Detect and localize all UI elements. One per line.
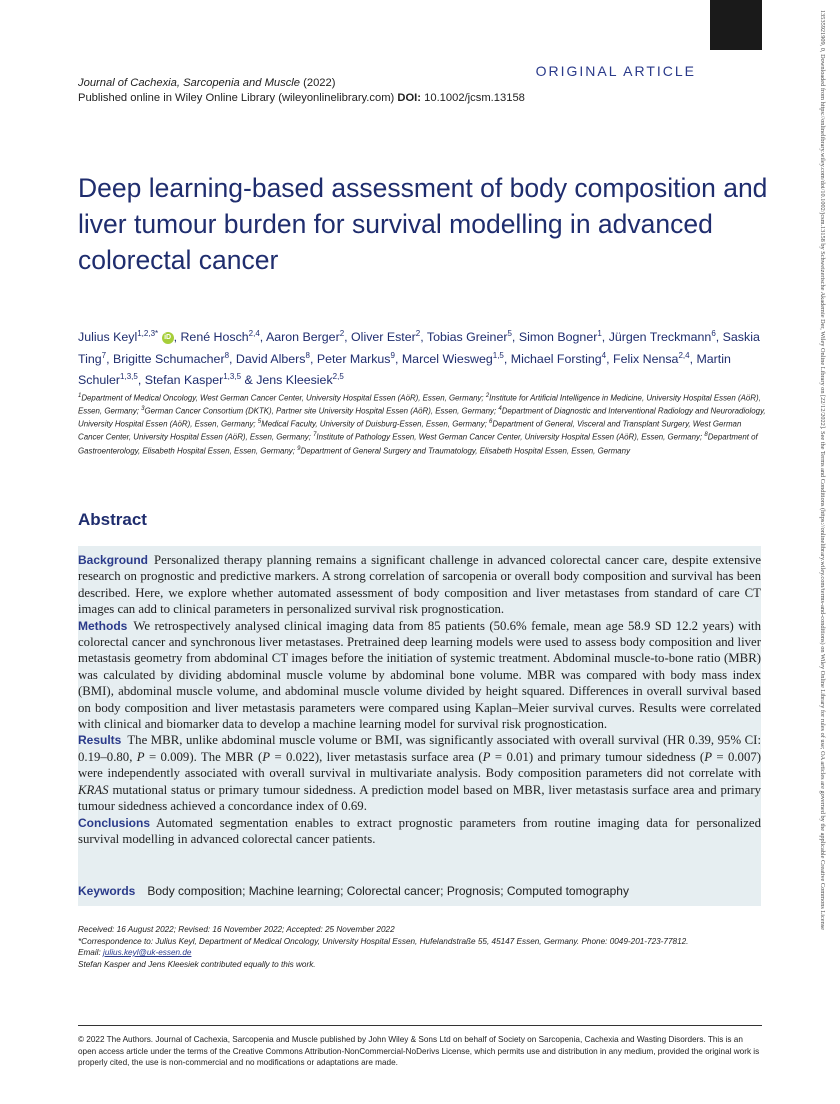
keywords-label: Keywords	[78, 884, 136, 898]
italic-term: P	[136, 749, 145, 764]
footer-divider	[78, 1025, 762, 1026]
correspondence: *Correspondence to: Julius Keyl, Department of Medical Oncology, University Hospital Essen, Hufelandstraße 55, 45147 Essen, Germany. Phone: 0049-201-723-77812.	[78, 936, 689, 946]
copyright-notice: © 2022 The Authors. Journal of Cachexia, Sarcopenia and Muscle published by John Wiley & Sons Ltd on behalf of Society on Sarcopenia, Cachexia and Wasting Disorders. This is an open access article under the terms of the Creative Commons Attribution-NonCommercial-NoDerivs License, which permits use and distribution in any medium, provided the original work is properly cited, the use is non-commercial and no modifications or adaptations are made.	[78, 1035, 760, 1067]
author-name[interactable]: Julius Keyl	[78, 330, 138, 345]
affiliation-text: Department of General, Visceral and Transplant Surgery, West German Cancer Center, University Hospital Essen (AöR), Essen, Germany;	[78, 419, 742, 442]
published-line: Published online in Wiley Online Library (wileyonlinelibrary.com)	[78, 92, 398, 104]
author-affil-sup: 1	[597, 329, 602, 338]
author-affil-sup: 1,2,3*	[137, 329, 159, 338]
author-name[interactable]: Martin Schuler	[78, 351, 731, 388]
section-label: Background	[78, 553, 149, 567]
keywords-list: Body composition; Machine learning; Colorectal cancer; Prognosis; Computed tomography	[147, 884, 629, 898]
keywords	[78, 884, 629, 898]
author-affil-sup: 2,4	[248, 329, 260, 338]
author-name[interactable]: Saskia Ting	[78, 330, 760, 366]
author-affil-sup: 2	[415, 329, 421, 338]
author-name[interactable]: Peter Markus	[316, 351, 391, 366]
affiliation-number: 6	[489, 419, 493, 426]
author-affil-sup: 1,3,5	[223, 372, 242, 382]
affiliation-number: 3	[141, 406, 145, 413]
affiliation-text: Institute of Pathology Essen, West German Cancer Center, University Hospital Essen (AöR), Essen, Germany;	[316, 433, 705, 442]
author-name[interactable]: Brigitte Schumacher	[113, 351, 225, 366]
footnotes	[78, 924, 762, 970]
article-type: ORIGINAL ARTICLE	[535, 63, 696, 79]
author-name[interactable]: Simon Bogner	[518, 330, 598, 345]
author-name[interactable]: Marcel Wiesweg	[401, 351, 493, 366]
journal-year: (2022)	[300, 77, 336, 89]
affiliation-text: German Cancer Consortium (DKTK), Partner site University Hospital Essen (AöR), Essen, Germany;	[144, 406, 499, 416]
doi[interactable]: 10.1002/jcsm.13158	[421, 92, 525, 104]
affiliation-text: Department of Diagnostic and Interventional Radiology and Neuroradiology, University Hospital Essen (AöR), Essen, Germany;	[78, 406, 766, 429]
abstract-section-background: Background Personalized therapy planning remains a significant challenge in advanced colorectal cancer care, despite extensive research on prognostic and predictive markers. A strong correlation of sarcopenia or overall body composition and survival has been described. Here, we explore whether automated assessment of body composition and liver metastases from standard of care CT images can add to clinical parameters in personalized survival risk prognostication.	[78, 553, 761, 617]
affiliation-text: Department of Gastroenterology, Elisabeth Hospital Essen, Essen, Germany;	[78, 433, 758, 456]
author-affil-sup: 2,5	[332, 372, 344, 382]
affiliation-number: 1	[78, 393, 82, 399]
author-name[interactable]: Oliver Ester	[351, 330, 416, 345]
journal-name: Journal of Cachexia, Sarcopenia and Muscle	[78, 77, 301, 89]
author-affil-sup: 4	[601, 350, 607, 360]
equal-contribution: Stefan Kasper and Jens Kleesiek contributed equally to this work.	[78, 959, 316, 969]
author-name[interactable]: Aaron Berger	[266, 330, 340, 345]
section-label: Results	[78, 733, 122, 748]
italic-term: P	[262, 749, 271, 764]
author-affil-sup: 5	[507, 329, 512, 338]
affiliation-number: 9	[297, 445, 301, 452]
author-affil-sup: 1,3,5	[120, 372, 138, 382]
author-name[interactable]: Felix Nensa	[613, 351, 679, 366]
abstract-section-results: Results The MBR, unlike abdominal muscle volume or BMI, was significantly associated with overall survival (HR 0.39, 95% CI: 0.19–0.80, P = 0.009). The MBR (P = 0.022), liver metastasis surface area (P = 0.01) and primary tumour sidedness (P = 0.007) were independently associated with overall survival in multivariate analysis. Body composition parameters did not correlate with KRAS mutational status or primary tumour sidedness. A prediction model based on MBR, liver metastasis surface area and primary tumour sidedness achieved a concordance index of 0.69.	[78, 733, 762, 814]
author-name[interactable]: Stefan Kasper	[144, 373, 224, 388]
email-link[interactable]: julius.keyl@uk-essen.de	[103, 948, 192, 957]
author-name[interactable]: David Albers	[235, 351, 306, 366]
affiliation-number: 7	[313, 432, 317, 439]
italic-term: KRAS	[78, 782, 109, 797]
abstract-heading: Abstract	[78, 510, 147, 529]
orcid-icon[interactable]: iD	[162, 332, 174, 344]
affiliation-text: Medical Faculty, University of Duisburg-Essen, Essen, Germany;	[261, 419, 490, 429]
section-label: Conclusions	[78, 815, 151, 830]
affiliation-text: Department of Medical Oncology, West German Cancer Center, University Hospital Essen (AöR), Essen, Germany;	[81, 393, 486, 403]
doi-label: DOI:	[397, 92, 422, 104]
italic-term: P	[482, 749, 491, 764]
side-note-text: 13535921909, 0, Downloaded from https://onlinelibrary.wiley.com/doi/10.1002/jcsm.13158 by Schweizerische Akademie Der, Wiley Online Library on [22/12/2022]. See the Terms and Conditions (https://onlinelibrary.wiley.com/terms-and-conditions) on Wiley Online Library for rules of use; OA articles are governed by the applicable Creative Commons License	[819, 10, 826, 930]
section-label: Methods	[78, 618, 128, 633]
author-name[interactable]: René Hosch	[180, 330, 249, 345]
affiliation-number: 5	[257, 419, 262, 426]
email-label: Email:	[78, 948, 104, 957]
author-name[interactable]: Jürgen Treckmann	[608, 330, 712, 345]
corner-tab	[710, 0, 762, 50]
affiliations	[78, 391, 768, 457]
author-name[interactable]: Michael Forsting	[510, 351, 602, 366]
abstract-section-methods: Methods We retrospectively analysed clinical imaging data from 85 patients (50.6% female, mean age 58.9 SD 12.2 years) with colorectal cancer and synchronous liver metastases. Pretrained deep learning models were used to assess body composition and liver metastasis geometry from abdominal CT images before the initiation of systemic treatment. Abdominal muscle-to-bone ratio (MBR) was calculated by dividing abdominal muscle volume by abdominal bone volume. MBR was compared with body mass index (BMI), abdominal muscle volume, and abdominal muscle volume divided by height squared. Differences in overall survival based on body composition and liver metastasis parameters were compared using Kaplan–Meier survival curves. Results were correlated with clinical and biomarker data to develop a machine learning model for survival risk prognostication.	[78, 618, 761, 732]
received-dates: Received: 16 August 2022; Revised: 16 November 2022; Accepted: 25 November 2022	[78, 925, 395, 934]
author-affil-sup: 8	[305, 350, 310, 360]
affiliation-text: Institute for Artificial Intelligence in Medicine, University Hospital Essen (AöR), Essen, Germany;	[78, 393, 761, 416]
italic-term: P	[704, 749, 713, 764]
author-list: Julius Keyl$^{1,2,3*}$ iD , René Hosch$^{2,4}$, Aaron Berger$^2$, Oliver Ester$^2$, Tobias Greiner$^5$, Simon Bogner$^1$, Jürgen Treckmann$^6$, Saskia Ting$^7$, Brigitte Schumacher$^8$, David Albers$^8$, Peter Markus$^9$, Marcel Wiesweg$^{1,5}$, Michael Forsting$^4$, Felix Nensa$^{2,4}$, Martin Schuler$^{1,3,5}$, Stefan Kasper$^{1,3,5}$ & Jens Kleesiek$^{2,5}$	[78, 329, 760, 388]
abstract-body	[78, 552, 761, 847]
abstract-section-conclusions: Conclusions Automated segmentation enables to extract prognostic parameters from routine imaging data for personalized survival modelling in advanced colorectal cancer patients.	[78, 815, 761, 846]
author-name[interactable]: Tobias Greiner	[426, 330, 508, 345]
download-side-note	[812, 10, 826, 1095]
journal-info	[78, 76, 525, 106]
author-affil-sup: 2	[339, 329, 345, 338]
author-affil-sup: 9	[390, 350, 395, 360]
author-affil-sup: 7	[101, 350, 107, 360]
affiliation-text: Department of General Surgery and Traumatology, Elisabeth Hospital Essen, Essen, Germany	[300, 446, 631, 456]
author-affil-sup: 6	[711, 329, 716, 338]
affiliation-number: 4	[498, 406, 502, 413]
affiliation-number: 2	[485, 393, 490, 399]
author-affil-sup: 8	[224, 350, 230, 360]
author-name[interactable]: Jens Kleesiek	[256, 373, 333, 388]
author-affil-sup: 2,4	[678, 350, 690, 360]
affiliation-number: 8	[704, 432, 708, 439]
author-affil-sup: 1,5	[492, 350, 504, 360]
article-title: Deep learning-based assessment of body composition and liver tumour burden for survival modelling in advanced colorectal cancer	[78, 173, 768, 275]
